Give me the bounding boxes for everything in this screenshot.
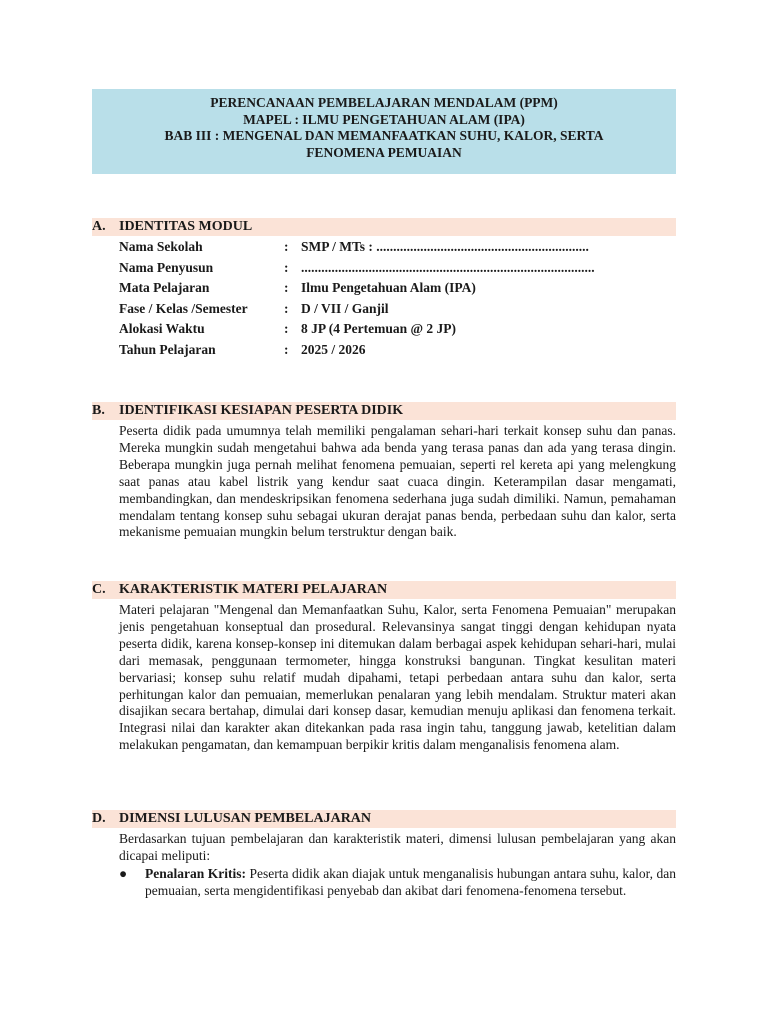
identity-row	[119, 237, 676, 258]
section-d-letter: D.	[92, 811, 106, 826]
identity-value: 8 JP (4 Pertemuan @ 2 JP)	[301, 321, 457, 337]
list-item	[119, 866, 676, 900]
identity-label: Fase / Kelas /Semester	[119, 300, 248, 316]
identity-label: Nama Penyusun	[119, 259, 214, 275]
identity-row	[119, 258, 676, 279]
identity-colon: :	[284, 300, 289, 316]
title-line-2: MAPEL : ILMU PENGETAHUAN ALAM (IPA)	[243, 111, 525, 127]
identity-row	[119, 299, 676, 320]
identity-label: Nama Sekolah	[119, 239, 203, 254]
bullet-icon: ●	[119, 866, 128, 881]
section-b-letter: B.	[92, 403, 105, 418]
identity-label: Mata Pelajaran	[119, 280, 210, 296]
identity-value: D / VII / Ganjil	[301, 300, 389, 316]
identity-label: Alokasi Waktu	[119, 321, 205, 337]
identity-value: Ilmu Pengetahuan Alam (IPA)	[301, 280, 476, 296]
identity-colon: :	[284, 321, 289, 337]
section-b-title: IDENTIFIKASI KESIAPAN PESERTA DIDIK	[119, 403, 404, 418]
bullet-title: Penalaran Kritis:	[145, 866, 246, 881]
bullet-text: Peserta didik akan diajak untuk menganalisis hubungan antara suhu, kalor, dan pemuaian, serta mengidentifikasi penyebab dan akibat dari fenomena-fenomena tersebut.	[145, 866, 676, 898]
section-a-letter: A.	[92, 219, 106, 234]
identity-row	[119, 340, 676, 361]
identity-colon: :	[284, 341, 289, 357]
title-line-3: BAB III : MENGENAL DAN MEMANFAATKAN SUHU, KALOR, SERTA	[164, 128, 604, 143]
identity-row	[119, 278, 676, 299]
identity-colon: :	[284, 259, 289, 275]
section-d-title: DIMENSI LULUSAN PEMBELAJARAN	[119, 811, 372, 826]
dimension-list	[119, 866, 676, 900]
document-title-box	[92, 89, 676, 174]
section-c-letter: C.	[92, 582, 106, 597]
section-c-title: KARAKTERISTIK MATERI PELAJARAN	[119, 582, 388, 597]
section-a-heading	[92, 218, 676, 236]
section-b-body: Peserta didik pada umumnya telah memiliki pengalaman sehari-hari terkait konsep suhu dan panas. Mereka mungkin sudah mengetahui bahwa ada benda yang terasa panas dan ada yang terasa dingin. Beberapa mungkin juga pernah melihat fenomena pemuaian, seperti rel kereta api yang melengkung saat panas atau kabel listrik yang kendur saat cuaca dingin. Keterampilan dasar mengamati, membandingkan, dan mendeskripsikan fenomena sederhana juga sudah dimiliki. Namun, pemahaman mendalam tentang konsep suhu sebagai ukuran derajat panas benda, perbedaan suhu dan kalor, serta mekanisme pemuaian mungkin belum terstruktur dengan baik.	[119, 423, 676, 540]
section-a-title: IDENTITAS MODUL	[119, 219, 253, 234]
identity-value: SMP / MTs : ...............................................................	[301, 239, 589, 254]
title-line-4: FENOMENA PEMUAIAN	[306, 144, 462, 160]
identity-colon: :	[284, 239, 289, 254]
identity-table	[119, 237, 676, 361]
title-line-1: PERENCANAAN PEMBELAJARAN MENDALAM (PPM)	[210, 95, 558, 110]
section-b-heading	[92, 402, 676, 420]
section-c-body: Materi pelajaran "Mengenal dan Memanfaatkan Suhu, Kalor, serta Fenomena Pemuaian" merupakan jenis pengetahuan konseptual dan prosedural. Relevansinya sangat tinggi dengan kehidupan nyata peserta didik, karena konsep-konsep ini ditemukan dalam berbagai aspek kehidupan sehari-hari, mulai dari memasak, penggunaan termometer, hingga konstruksi bangunan. Tingkat kesulitan materi bervariasi; konsep suhu relatif mudah dipahami, tetapi perbedaan antara suhu dan kalor, serta perhitungan kalor dan pemuaian, memerlukan penalaran yang lebih mendalam. Struktur materi akan disajikan secara bertahap, dimulai dari konsep dasar, kemudian menuju aplikasi dan fenomena terkait. Integrasi nilai dan karakter akan ditekankan pada rasa ingin tahu, tanggung jawab, ketelitian dalam melakukan pengamatan, dan kemampuan berpikir kritis dalam menganalisis fenomena alam.	[119, 602, 676, 753]
identity-label: Tahun Pelajaran	[119, 341, 216, 357]
identity-row	[119, 319, 676, 340]
identity-colon: :	[284, 280, 289, 296]
section-d-intro: Berdasarkan tujuan pembelajaran dan karakteristik materi, dimensi lulusan pembelajaran yang akan dicapai meliputi:	[119, 831, 676, 863]
identity-value: 2025 / 2026	[301, 341, 366, 357]
section-c-heading	[92, 581, 676, 599]
identity-value: .......................................................................................	[301, 259, 595, 275]
section-d-heading	[92, 810, 676, 828]
